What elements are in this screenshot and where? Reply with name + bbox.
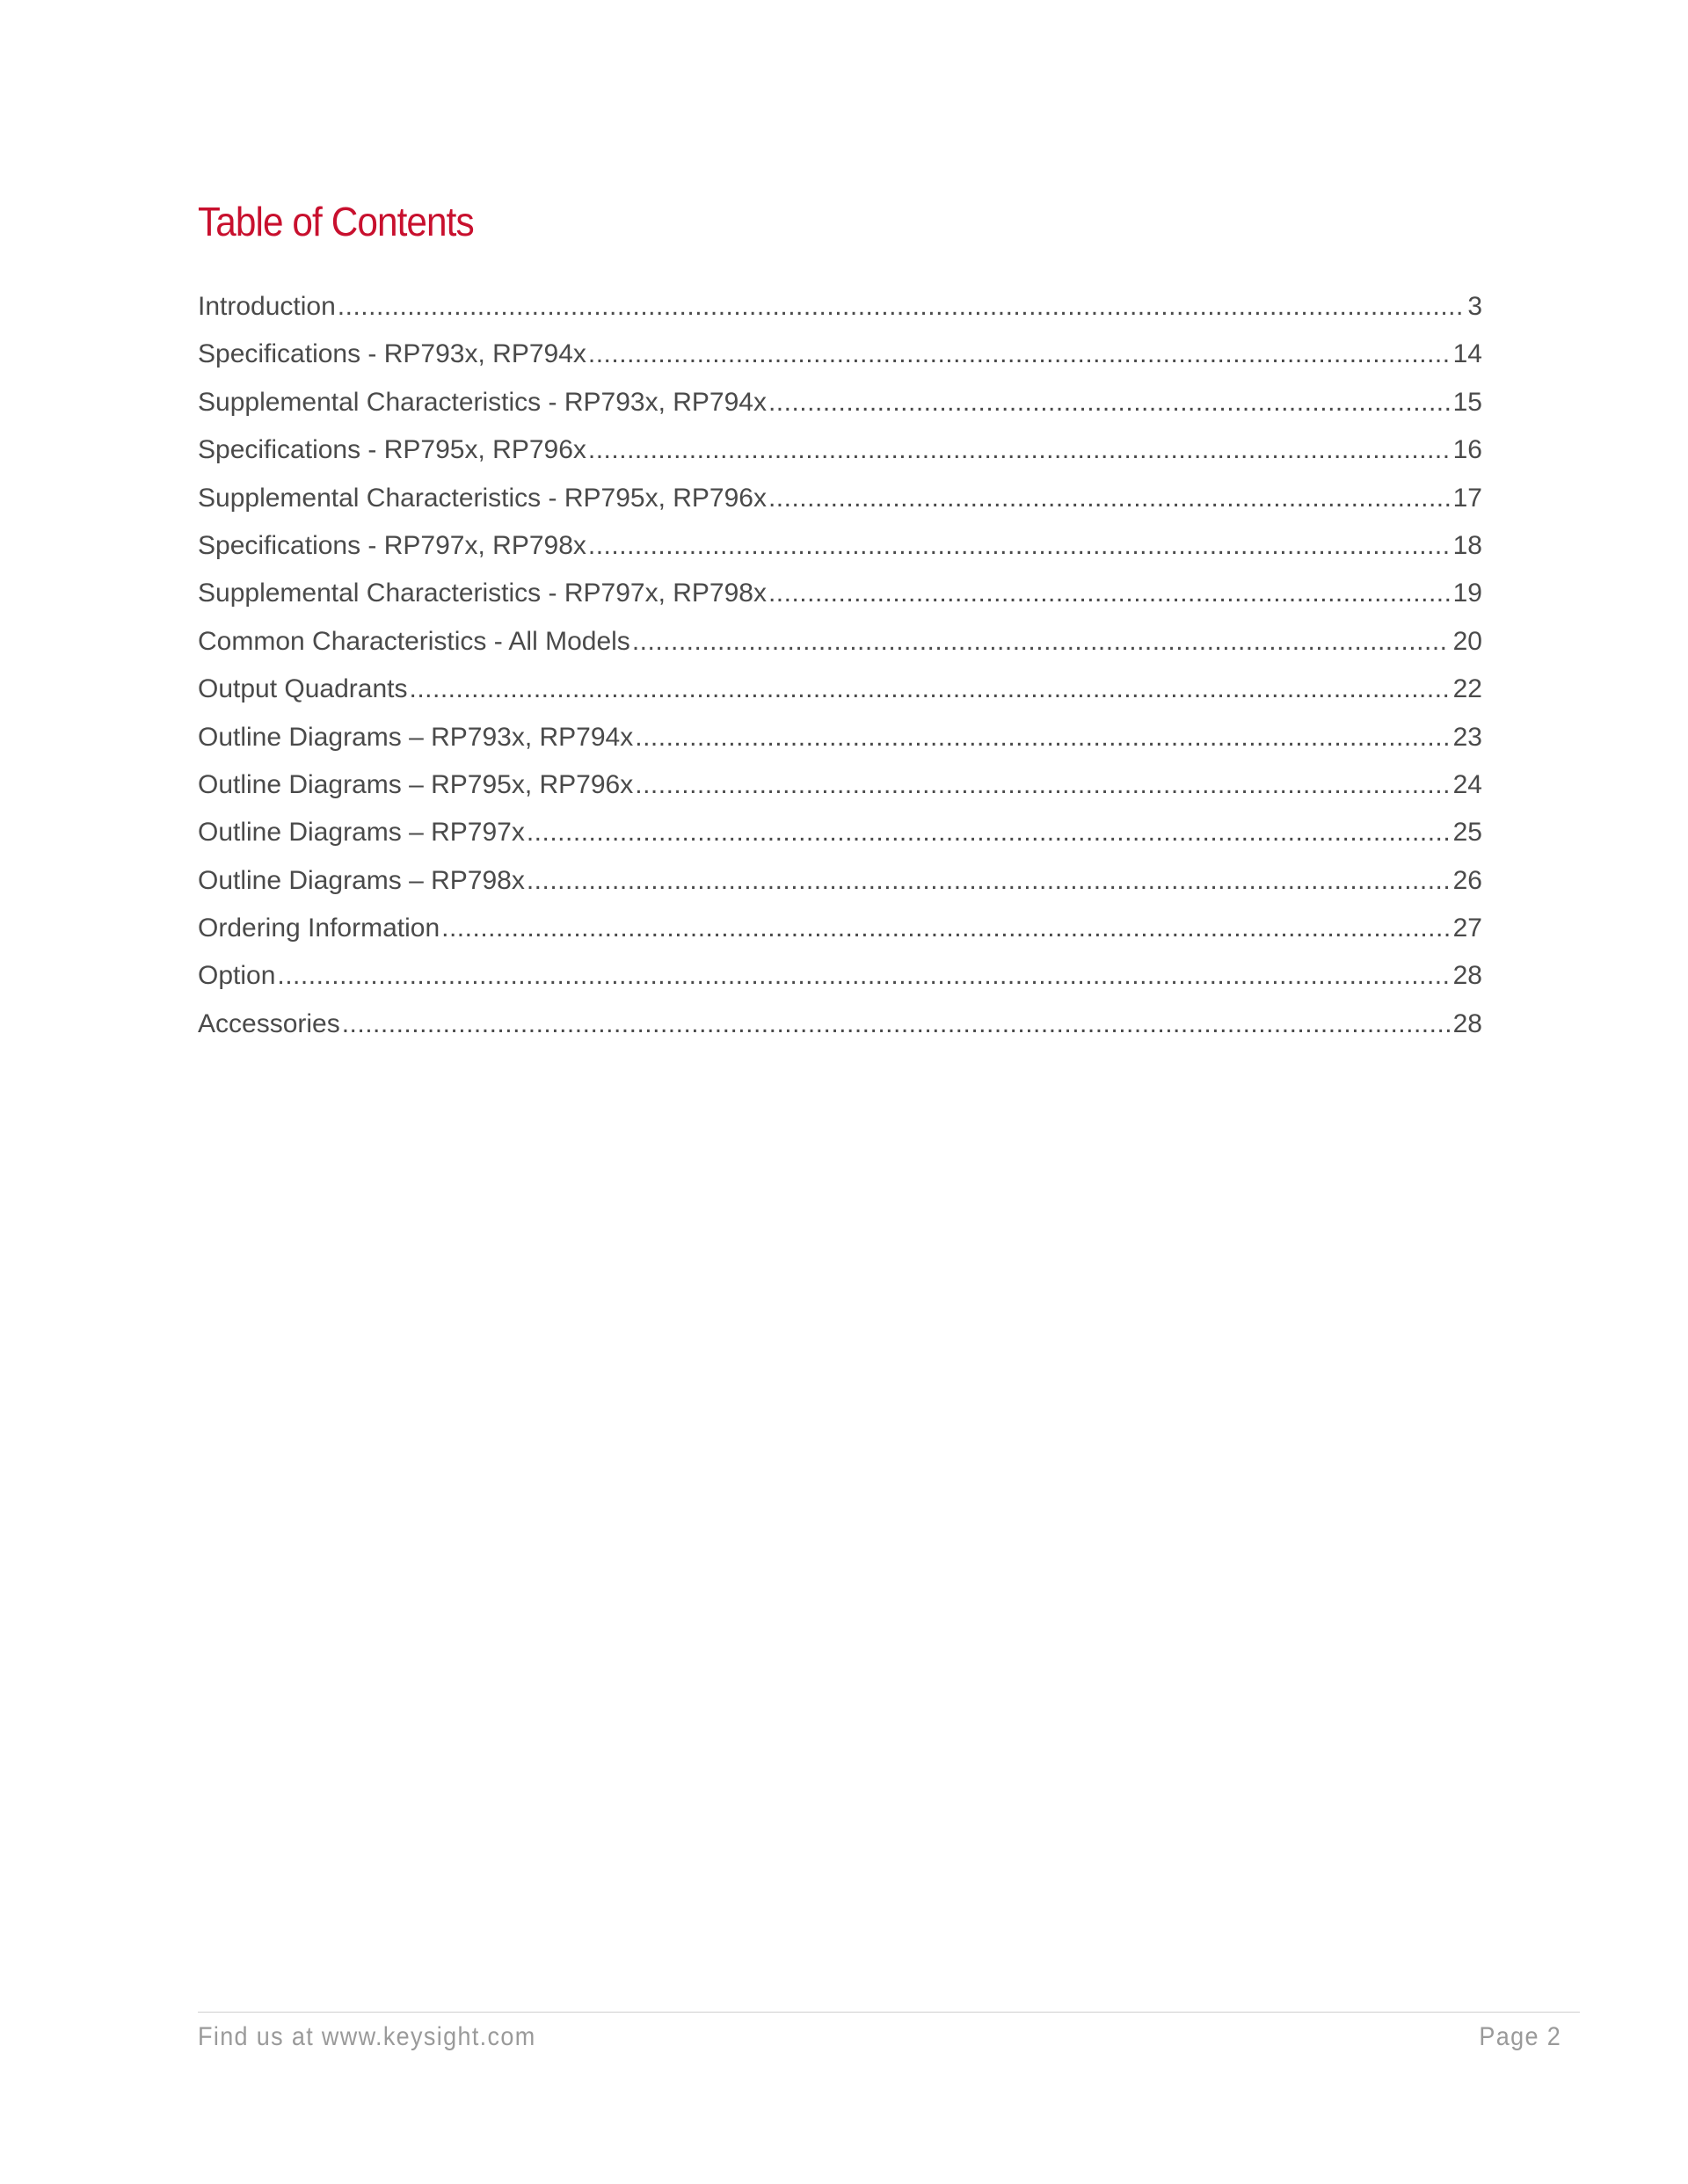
toc-entry[interactable] [198, 484, 1482, 531]
toc-entry[interactable] [198, 1009, 1482, 1057]
toc-entry-label: Ordering Information [198, 914, 440, 943]
toc-entry-label: Specifications - RP795x, RP796x [198, 435, 586, 465]
toc-entry[interactable] [198, 961, 1482, 1008]
dot-leader [277, 961, 1449, 991]
toc-entry-page: 23 [1452, 722, 1482, 752]
toc-entry[interactable] [198, 818, 1482, 865]
dot-leader [768, 579, 1450, 608]
toc-entry-page: 28 [1452, 1008, 1482, 1038]
toc-entry-page: 18 [1452, 530, 1482, 560]
toc-entry-page: 25 [1452, 818, 1482, 848]
toc-entry-label: Output Quadrants [198, 674, 408, 704]
toc-entry-label: Outline Diagrams – RP798x [198, 865, 525, 895]
toc-list [198, 292, 1482, 1057]
toc-entry-page: 22 [1452, 674, 1482, 704]
dot-leader [588, 339, 1450, 369]
dot-leader [441, 914, 1449, 943]
toc-entry-label: Supplemental Characteristics - RP795x, RP796x [198, 483, 767, 513]
toc-entry-label: Option [198, 961, 276, 991]
dot-leader [768, 484, 1450, 513]
toc-entry-page: 14 [1452, 339, 1482, 369]
page-title: Table of Contents [198, 199, 474, 244]
dot-leader [768, 388, 1450, 418]
toc-entry-label: Common Characteristics - All Models [198, 626, 630, 656]
toc-entry-page: 16 [1452, 435, 1482, 465]
toc-entry-page: 3 [1467, 292, 1482, 321]
dot-leader [342, 1009, 1450, 1039]
toc-entry-label: Accessories [198, 1008, 340, 1038]
toc-entry-page: 17 [1452, 483, 1482, 513]
dot-leader [527, 866, 1450, 896]
toc-entry[interactable] [198, 435, 1482, 483]
footer-website-text: Find us at www.keysight.com [198, 2022, 536, 2051]
toc-entry-page: 28 [1452, 961, 1482, 991]
toc-entry[interactable] [198, 770, 1482, 818]
toc-entry[interactable] [198, 914, 1482, 961]
toc-entry-page: 24 [1452, 769, 1482, 799]
toc-entry-label: Supplemental Characteristics - RP793x, RP794x [198, 387, 767, 417]
toc-entry-page: 15 [1452, 387, 1482, 417]
toc-entry[interactable] [198, 388, 1482, 435]
toc-entry-label: Outline Diagrams – RP795x, RP796x [198, 769, 634, 799]
toc-entry[interactable] [198, 579, 1482, 626]
footer-divider [198, 2012, 1580, 2013]
toc-entry[interactable] [198, 292, 1482, 339]
toc-entry[interactable] [198, 531, 1482, 579]
toc-entry-label: Outline Diagrams – RP793x, RP794x [198, 722, 634, 752]
toc-entry[interactable] [198, 723, 1482, 770]
dot-leader [588, 435, 1450, 465]
toc-entry-label: Specifications - RP797x, RP798x [198, 530, 586, 560]
toc-entry-label: Specifications - RP793x, RP794x [198, 339, 586, 369]
toc-entry-page: 20 [1452, 626, 1482, 656]
dot-leader [632, 627, 1450, 657]
toc-entry-label: Outline Diagrams – RP797x [198, 818, 525, 848]
toc-entry-page: 26 [1452, 865, 1482, 895]
toc-entry[interactable] [198, 627, 1482, 674]
toc-entry-label: Introduction [198, 292, 336, 321]
toc-entry-label: Supplemental Characteristics - RP797x, RP798x [198, 579, 767, 608]
toc-entry[interactable] [198, 674, 1482, 722]
dot-leader [338, 292, 1465, 322]
dot-leader [409, 674, 1449, 704]
dot-leader [527, 818, 1450, 848]
toc-entry-page: 27 [1452, 914, 1482, 943]
toc-entry[interactable] [198, 866, 1482, 914]
dot-leader [635, 723, 1449, 753]
toc-entry-page: 19 [1452, 579, 1482, 608]
dot-leader [588, 531, 1450, 561]
footer-page-number: Page 2 [1479, 2022, 1561, 2051]
toc-entry[interactable] [198, 339, 1482, 387]
dot-leader [635, 770, 1449, 800]
